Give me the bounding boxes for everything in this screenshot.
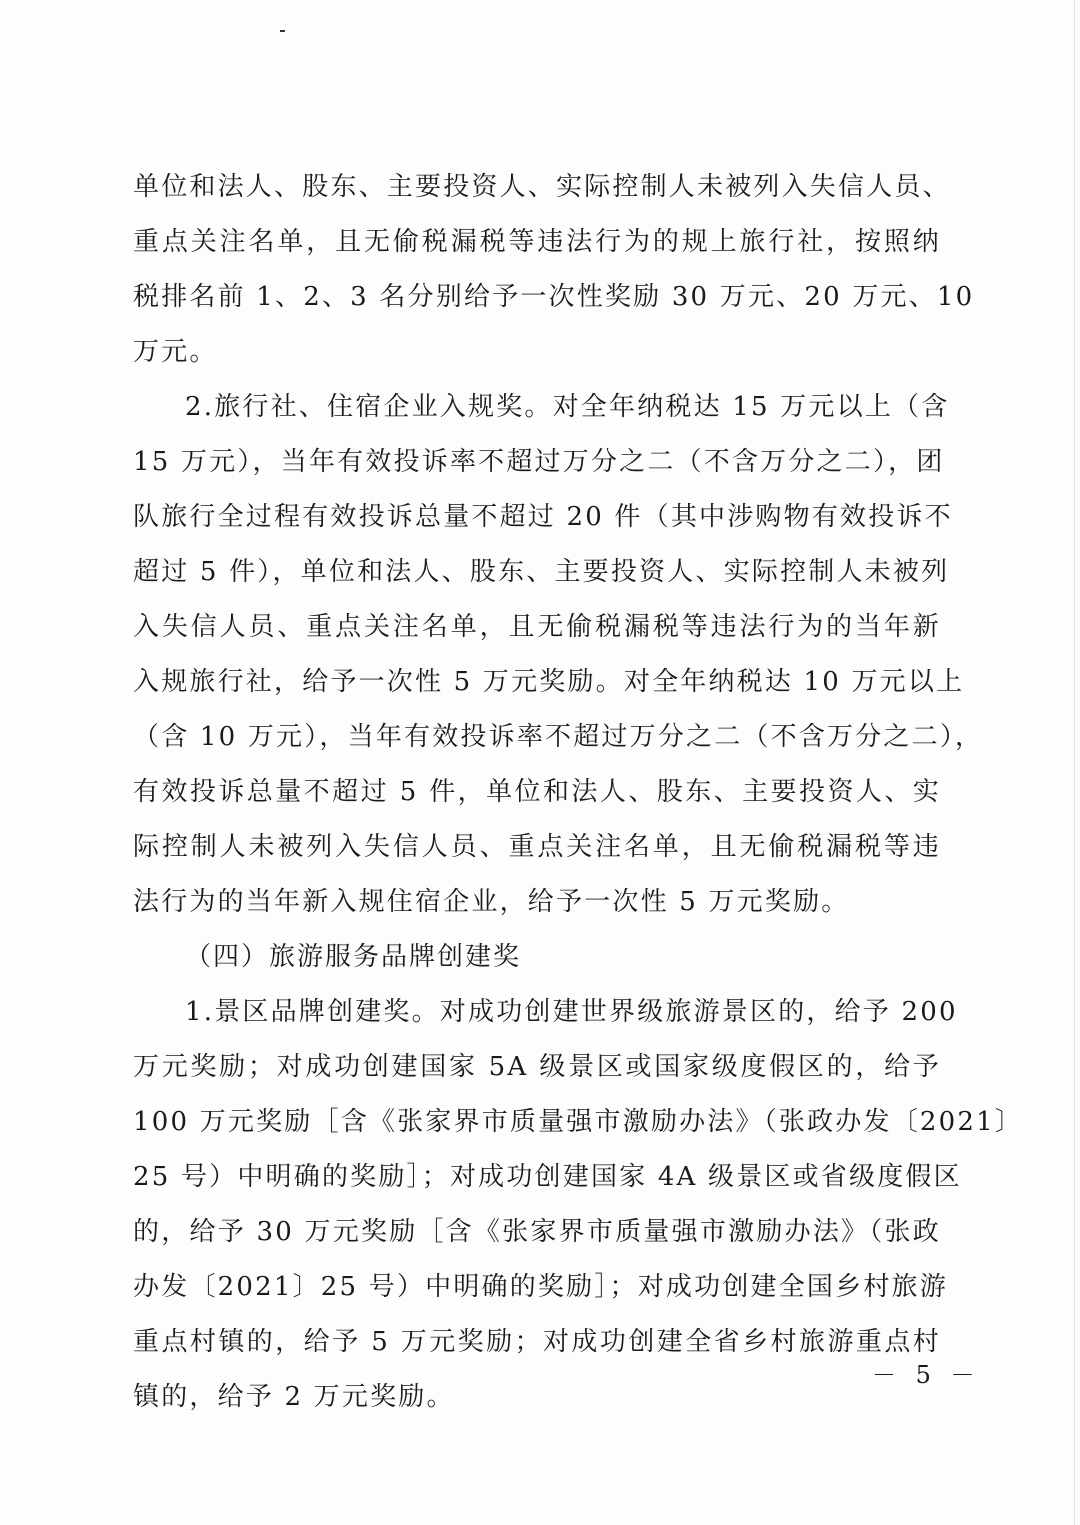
text-line: 队旅行全过程有效投诉总量不超过 20 件（其中涉购物有效投诉不 xyxy=(133,502,953,532)
text-line: 税排名前 1、2、3 名分别给予一次性奖励 30 万元、20 万元、10 xyxy=(133,282,975,312)
text-line: 15 万元），当年有效投诉率不超过万分之二（不含万分之二），团 xyxy=(133,447,945,477)
page-number: － 5 － xyxy=(872,1361,981,1389)
text-line: 万元奖励；对成功创建国家 5A 级景区或国家级度假区的，给予 xyxy=(133,1052,941,1082)
text-line: 镇的，给予 2 万元奖励。 xyxy=(133,1382,455,1412)
scan-speck xyxy=(280,30,285,32)
text-line: 单位和法人、股东、主要投资人、实际控制人未被列入失信人员、 xyxy=(133,172,951,202)
text-line: 办发〔2021〕25 号）中明确的奖励］；对成功创建全国乡村旅游 xyxy=(133,1272,948,1302)
text-line: 重点关注名单，且无偷税漏税等违法行为的规上旅行社，按照纳 xyxy=(133,227,941,257)
text-line: 法行为的当年新入规住宿企业，给予一次性 5 万元奖励。 xyxy=(133,887,850,917)
text-line: 的，给予 30 万元奖励［含《张家界市质量强市激励办法》（张政 xyxy=(133,1217,941,1247)
page-edge-line xyxy=(1074,0,1075,1525)
text-line: 有效投诉总量不超过 5 件，单位和法人、股东、主要投资人、实 xyxy=(133,777,941,807)
text-line: 入失信人员、重点关注名单，且无偷税漏税等违法行为的当年新 xyxy=(133,612,941,642)
section-heading-brand-award: （四）旅游服务品牌创建奖 xyxy=(185,942,522,972)
text-line: 25 号）中明确的奖励］；对成功创建国家 4A 级景区或省级度假区 xyxy=(133,1162,962,1192)
document-body xyxy=(133,160,1024,1425)
text-line: 超过 5 件），单位和法人、股东、主要投资人、实际控制人未被列 xyxy=(133,557,950,587)
paragraph-start-travel-lodging-award: 2.旅行社、住宿企业入规奖。对全年纳税达 15 万元以上（含 xyxy=(185,392,950,422)
text-line: 际控制人未被列入失信人员、重点关注名单，且无偷税漏税等违 xyxy=(133,832,941,862)
paragraph-start-scenic-brand-award: 1.景区品牌创建奖。对成功创建世界级旅游景区的，给予 200 xyxy=(185,997,958,1027)
text-line: 重点村镇的，给予 5 万元奖励；对成功创建全省乡村旅游重点村 xyxy=(133,1327,941,1357)
text-line: 100 万元奖励［含《张家界市质量强市激励办法》（张政办发〔2021〕 xyxy=(133,1107,1024,1137)
text-line: 入规旅行社，给予一次性 5 万元奖励。对全年纳税达 10 万元以上 xyxy=(133,667,965,697)
text-line: （含 10 万元），当年有效投诉率不超过万分之二（不含万分之二）， xyxy=(133,722,984,752)
text-line: 万元。 xyxy=(133,337,218,367)
